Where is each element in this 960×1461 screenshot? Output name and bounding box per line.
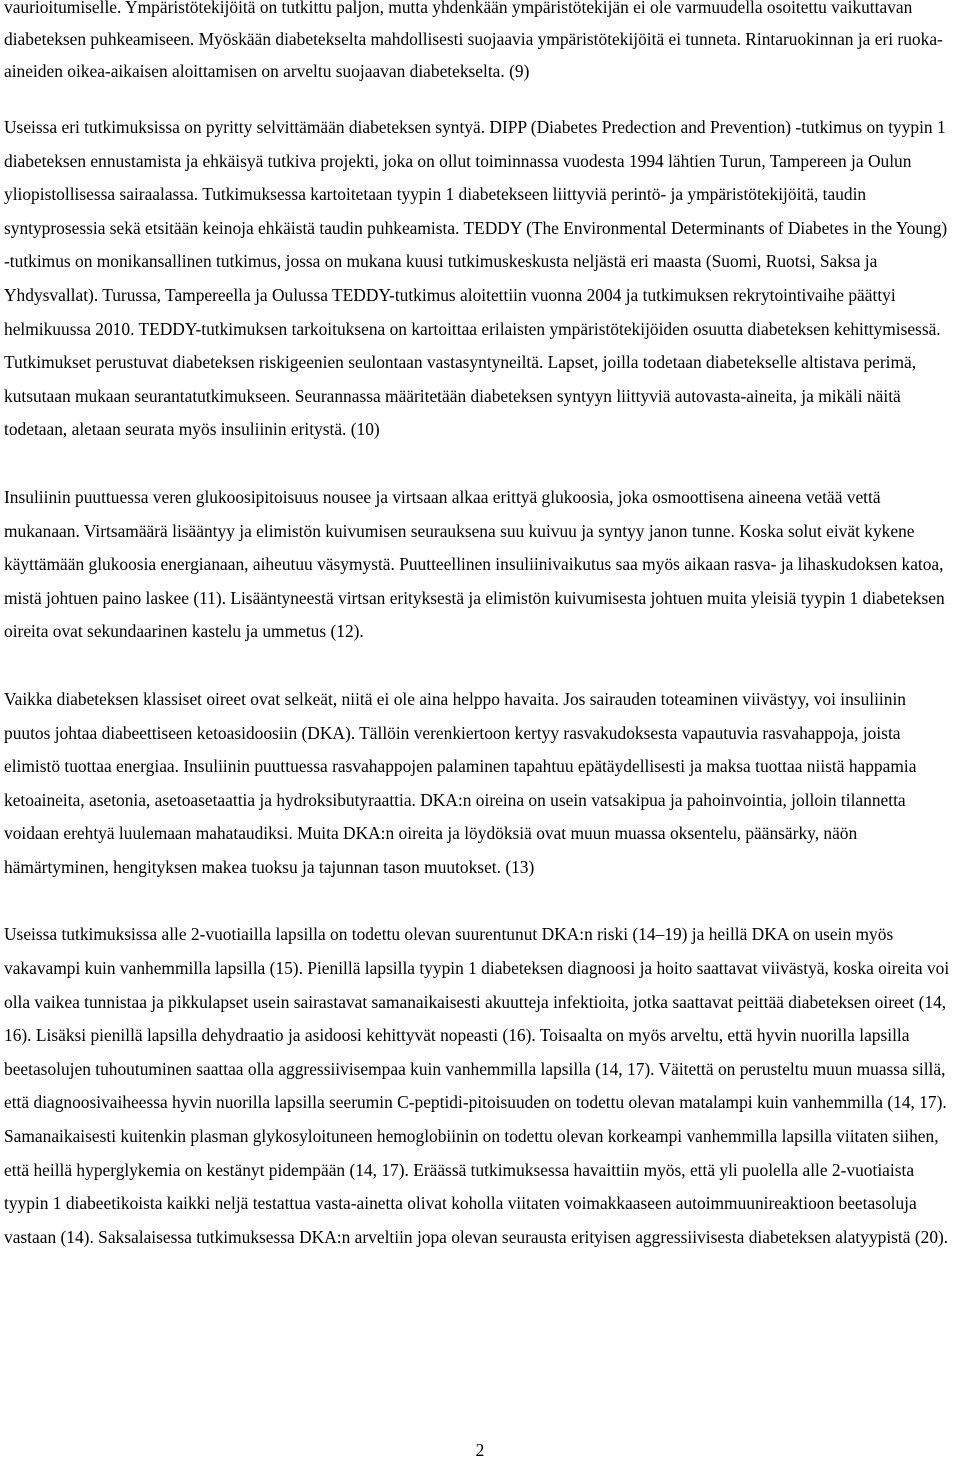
document-page — [4, 0, 956, 1254]
page-number: 2 — [475, 1440, 485, 1460]
paragraph-gap — [4, 87, 956, 111]
paragraph-ketoacidosis: Vaikka diabeteksen klassiset oireet ovat selkeät, niitä ei ole aina helppo havaita. Jos sairauden toteaminen viivästyy, voi insuliinin puutos johtaa diabeettiseen ketoasidoosiin (DKA). Tällöin verenkiertoon kertyy rasvakudoksesta vapautuvia rasvahappoja, joista elimistö tuottaa energiaa. Insuliinin puuttuessa rasvahappojen palaminen tapahtuu epätäydellisesti ja maksa tuottaa niistä happamia ketoaineita, asetonia, asetoasetaattia ja hydroksibutyraattia. DKA:n oireina on usein vatsakipua ja pahoinvointia, jolloin tilannetta voidaan erehtyä luulemaan mahataudiksi. Muita DKA:n oireita ja löydöksiä ovat muun muassa oksentelu, päänsärky, näön hämärtyminen, hengityksen makea tuoksu ja tajunnan tason muutokset. (13) — [4, 688, 917, 877]
paragraph-environmental-factors: vaurioitumiselle. Ympäristötekijöitä on tutkittu paljon, mutta yhdenkään ympäristötekijän ei ole varmuudella osoitettu vaikuttavan diabeteksen puhkeamiseen. Myöskään diabetekselta mahdollisesti suojaavia ympäristötekijöitä ei tunneta. Rintaruokinnan ja eri ruoka-aineiden oikea-aikaisen aloittamisen on arveltu suojaavan diabetekselta. (9) — [4, 0, 943, 81]
paragraph-gap — [4, 884, 956, 918]
paragraph-young-children: Useissa tutkimuksissa alle 2-vuotiailla lapsilla on todettu olevan suurentunut DKA:n riski (14–19) ja heillä DKA on usein myös vakavampi kuin vanhemmilla lapsilla (15). Pienillä lapsilla tyypin 1 diabeteksen diagnoosi ja hoito saattavat viivästyä, koska oireita voi olla vaikea tunnistaa ja pikkulapset usein sairastavat samanaikaisesti akuutteja infektioita, jotka saattavat peittää diabeteksen oireet (14, 16). Lisäksi pienillä lapsilla dehydraatio ja asidoosi kehittyvät nopeasti (16). Toisaalta on myös arveltu, että hyvin nuorilla lapsilla beetasolujen tuhoutuminen saattaa olla aggressiivisempaa kuin vanhemmilla lapsilla (14, 17). Väitettä on perusteltu muun muassa sillä, että diagnoosivaiheessa hyvin nuorilla lapsilla seerumin C-peptidi-pitoisuuden on todettu olevan matalampi kuin vanhemmilla (14, 17). Samanaikaisesti kuitenkin plasman glykosyloituneen hemoglobiinin on todettu olevan korkeampi vanhemmilla lapsilla viitaten siihen, että heillä hyperglykemia on kestänyt pidempään (14, 17). Eräässä tutkimuksessa havaittiin myös, että yli puolella alle 2-vuotiaista tyypin 1 diabeetikoista kaikki neljä testattua vasta-ainetta olivat koholla viitaten voimakkaaseen autoimmuunireaktioon beetasoluja vastaan (14). Saksalaisessa tutkimuksessa DKA:n arveltiin jopa olevan seurausta erityisen aggressiivisesta diabeteksen alatyypistä (20). — [4, 924, 950, 1247]
paragraph-gap — [4, 447, 956, 481]
paragraph-gap — [4, 649, 956, 683]
paragraph-research-studies: Useissa eri tutkimuksissa on pyritty selvittämään diabeteksen syntyä. DIPP (Diabetes Predection and Prevention) -tutkimus on tyypin 1 diabeteksen ennustamista ja ehkäisyä tutkiva projekti, joka on ollut toiminnassa vuodesta 1994 lähtien Turun, Tampereen ja Oulun yliopistollisessa sairaalassa. Tutkimuksessa kartoitetaan tyypin 1 diabetekseen liittyviä perintö- ja ympäristötekijöitä, taudin syntyprosessia sekä etsitään keinoja ehkäistä taudin puhkeamista. TEDDY (The Environmental Determinants of Diabetes in the Young) -tutkimus on monikansallinen tutkimus, jossa on mukana kuusi tutkimuskeskusta neljästä eri maasta (Suomi, Ruotsi, Saksa ja Yhdysvallat). Turussa, Tampereella ja Oulussa TEDDY-tutkimus aloitettiin vuonna 2004 ja tutkimuksen rekrytointivaihe päättyi helmikuussa 2010. TEDDY-tutkimuksen tarkoituksena on kartoittaa erilaisten ympäristötekijöiden osuutta diabeteksen kehittymisessä. Tutkimukset perustuvat diabeteksen riskigeenien seulontaan vastasyntyneiltä. Lapset, joilla todetaan diabetekselle altistava perimä, kutsutaan mukaan seurantatutkimukseen. Seurannassa määritetään diabeteksen syntyyn liittyviä autovasta-aineita, ja mikäli näitä todetaan, aletaan seurata myös insuliinin eritystä. (10) — [4, 117, 948, 440]
paragraph-insulin-deficiency: Insuliinin puuttuessa veren glukoosipitoisuus nousee ja virtsaan alkaa erittyä glukoosia, joka osmoottisena aineena vetää vettä mukanaan. Virtsamäärä lisääntyy ja elimistön kuivumisen seurauksena suu kuivuu ja syntyy janon tunne. Koska solut eivät kykene käyttämään glukoosia energianaan, aiheutuu väsymystä. Puutteellinen insuliinivaikutus saa myös aikaan rasva- ja lihaskudoksen katoa, mistä johtuen paino laskee (11). Lisääntyneestä virtsan erityksestä ja elimistön kuivumisesta johtuen muita yleisiä tyypin 1 diabeteksen oireita ovat sekundaarinen kastelu ja ummetus (12). — [4, 486, 945, 642]
